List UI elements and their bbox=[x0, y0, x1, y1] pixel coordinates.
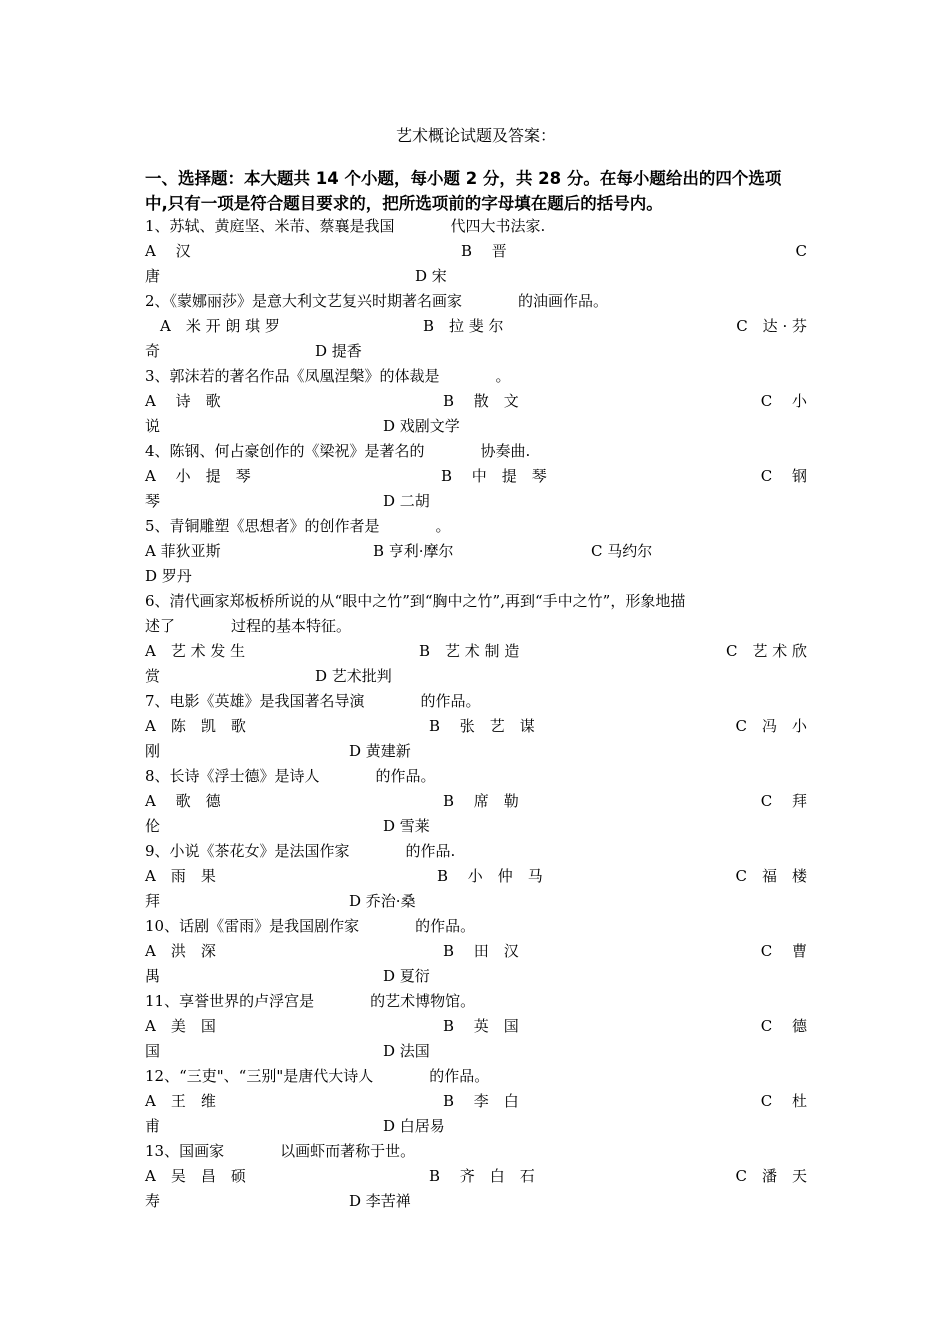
option-d: D 法国 bbox=[383, 1042, 430, 1060]
document-title: 艺术概论试题及答案： bbox=[395, 126, 556, 145]
question-6-cont: 述了 过程的基本特征。 bbox=[145, 617, 352, 635]
option-d: D 乔治·桑 bbox=[349, 892, 416, 910]
question-2-options-cont bbox=[145, 339, 807, 364]
option-c: C 马约尔 bbox=[591, 542, 653, 560]
option-a: A 小 提 琴 bbox=[145, 467, 251, 485]
option-a: A 米 开 朗 琪 罗 bbox=[160, 317, 280, 335]
option-d: D 黄建新 bbox=[349, 742, 411, 760]
option-c: C 小 bbox=[760, 392, 807, 410]
option-b: B 拉 斐 尔 bbox=[423, 317, 504, 335]
question-10: 10、话剧《雷雨》是我国剧作家 的作品。 bbox=[145, 917, 476, 935]
option-c-cont: 寿 bbox=[145, 1192, 161, 1210]
option-d: D 艺术批判 bbox=[315, 667, 392, 685]
option-b: B 散 文 bbox=[443, 392, 519, 410]
question-1: 1、苏轼、黄庭坚、米芾、蔡襄是我国 代四大书法家. bbox=[145, 217, 546, 235]
option-d: D 二胡 bbox=[383, 492, 430, 510]
option-c: C 艺 术 欣 bbox=[725, 642, 807, 660]
question-6: 6、清代画家郑板桥所说的从“眼中之竹”到“胸中之竹”,再到“手中之竹”，形象地描 bbox=[145, 592, 686, 610]
option-d: D 雪莱 bbox=[383, 817, 430, 835]
option-c-cont: 琴 bbox=[145, 492, 161, 510]
option-a: A 诗 歌 bbox=[145, 392, 221, 410]
option-a: A 歌 德 bbox=[145, 792, 221, 810]
question-11-options bbox=[145, 1014, 807, 1039]
option-d: D 戏剧文学 bbox=[383, 417, 460, 435]
question-2: 2、《蒙娜丽莎》是意大利文艺复兴时期著名画家 的油画作品。 bbox=[145, 292, 609, 310]
question-5-options-cont bbox=[145, 564, 807, 589]
question-4: 4、陈钢、何占豪创作的《梁祝》是著名的 协奏曲. bbox=[145, 442, 531, 460]
option-c: C 福 楼 bbox=[735, 867, 807, 885]
option-a: A 汉 bbox=[145, 242, 191, 260]
option-b: B 齐 白 石 bbox=[429, 1167, 535, 1185]
option-c: C 潘 天 bbox=[735, 1167, 807, 1185]
option-b: B 中 提 琴 bbox=[441, 467, 547, 485]
question-1-options-cont bbox=[145, 264, 807, 289]
option-d: D 李苦禅 bbox=[349, 1192, 411, 1210]
option-c-cont: 伦 bbox=[145, 817, 161, 835]
option-d: D 罗丹 bbox=[145, 567, 192, 585]
option-b: B 张 艺 谋 bbox=[429, 717, 535, 735]
question-13-options-cont bbox=[145, 1189, 807, 1214]
option-a: A 洪 深 bbox=[145, 942, 216, 960]
section-heading-line-2: 中,只有一项是符合题目要求的，把所选项前的字母填在题后的括号内。 bbox=[145, 194, 663, 213]
question-7-options-cont bbox=[145, 739, 807, 764]
option-b: B 李 白 bbox=[443, 1092, 519, 1110]
question-12: 12、“三吏"、“三别"是唐代大诗人 的作品。 bbox=[145, 1067, 490, 1085]
option-c-cont: 国 bbox=[145, 1042, 161, 1060]
option-c-cont: 拜 bbox=[145, 892, 161, 910]
option-a: A 艺 术 发 生 bbox=[145, 642, 246, 660]
question-13-options bbox=[145, 1164, 807, 1189]
option-c: C 拜 bbox=[760, 792, 807, 810]
question-8: 8、长诗《浮士德》是诗人 的作品。 bbox=[145, 767, 436, 785]
option-b: B 晋 bbox=[461, 242, 507, 260]
question-10-options bbox=[145, 939, 807, 964]
question-4-options bbox=[145, 464, 807, 489]
option-b: B 席 勒 bbox=[443, 792, 519, 810]
option-c-cont: 刚 bbox=[145, 742, 161, 760]
option-a: A 雨 果 bbox=[145, 867, 216, 885]
question-1-options bbox=[145, 239, 807, 264]
question-3-options-cont bbox=[145, 414, 807, 439]
option-d: D 提香 bbox=[315, 342, 362, 360]
section-heading-line-1: 一、选择题：本大题共 14 个小题，每小题 2 分，共 28 分。在每小题给出的四个选项 bbox=[145, 169, 782, 188]
question-5: 5、青铜雕塑《思想者》的创作者是 。 bbox=[145, 517, 451, 535]
question-3-options bbox=[145, 389, 807, 414]
question-12-options bbox=[145, 1089, 807, 1114]
question-11: 11、享誉世界的卢浮宫是 的艺术博物馆。 bbox=[145, 992, 476, 1010]
option-b: B 小 仲 马 bbox=[437, 867, 543, 885]
question-8-options bbox=[145, 789, 807, 814]
question-8-options-cont bbox=[145, 814, 807, 839]
option-a: A 菲狄亚斯 bbox=[145, 542, 221, 560]
option-c-cont: 赏 bbox=[145, 667, 161, 685]
option-c: C 德 bbox=[760, 1017, 807, 1035]
option-c-cont: 唐 bbox=[145, 267, 161, 285]
option-c-cont: 说 bbox=[145, 417, 161, 435]
option-a: A 王 维 bbox=[145, 1092, 216, 1110]
option-c: C 冯 小 bbox=[735, 717, 807, 735]
question-3: 3、郭沫若的著名作品《凤凰涅槃》的体裁是 。 bbox=[145, 367, 511, 385]
question-11-options-cont bbox=[145, 1039, 807, 1064]
question-4-options-cont bbox=[145, 489, 807, 514]
question-7-options bbox=[145, 714, 807, 739]
option-a: A 美 国 bbox=[145, 1017, 216, 1035]
option-a: A 吴 昌 硕 bbox=[145, 1167, 246, 1185]
option-c-cont: 禺 bbox=[145, 967, 161, 985]
option-c: C 钢 bbox=[760, 467, 807, 485]
question-9-options-cont bbox=[145, 889, 807, 914]
question-5-options bbox=[145, 539, 807, 564]
option-d: D 宋 bbox=[415, 267, 447, 285]
question-2-options bbox=[145, 314, 807, 339]
section-heading bbox=[145, 166, 807, 216]
option-d: D 白居易 bbox=[383, 1117, 445, 1135]
question-13: 13、国画家 以画虾而著称于世。 bbox=[145, 1142, 416, 1160]
question-9-options bbox=[145, 864, 807, 889]
option-c: C 达 · 芬 bbox=[736, 317, 807, 335]
option-b: B 田 汉 bbox=[443, 942, 519, 960]
option-b: B 英 国 bbox=[443, 1017, 519, 1035]
option-c: C bbox=[795, 242, 807, 260]
option-c: C 杜 bbox=[760, 1092, 807, 1110]
option-b: B 艺 术 制 造 bbox=[419, 642, 520, 660]
question-9: 9、小说《茶花女》是法国作家 的作品. bbox=[145, 842, 456, 860]
question-6-options-cont bbox=[145, 664, 807, 689]
question-12-options-cont bbox=[145, 1114, 807, 1139]
option-d: D 夏衍 bbox=[383, 967, 430, 985]
option-c: C 曹 bbox=[760, 942, 807, 960]
question-7: 7、电影《英雄》是我国著名导演 的作品。 bbox=[145, 692, 481, 710]
option-c-cont: 奇 bbox=[145, 342, 161, 360]
option-c-cont: 甫 bbox=[145, 1117, 161, 1135]
option-b: B 亨利·摩尔 bbox=[373, 542, 454, 560]
option-a: A 陈 凯 歌 bbox=[145, 717, 246, 735]
question-6-options bbox=[145, 639, 807, 664]
question-10-options-cont bbox=[145, 964, 807, 989]
